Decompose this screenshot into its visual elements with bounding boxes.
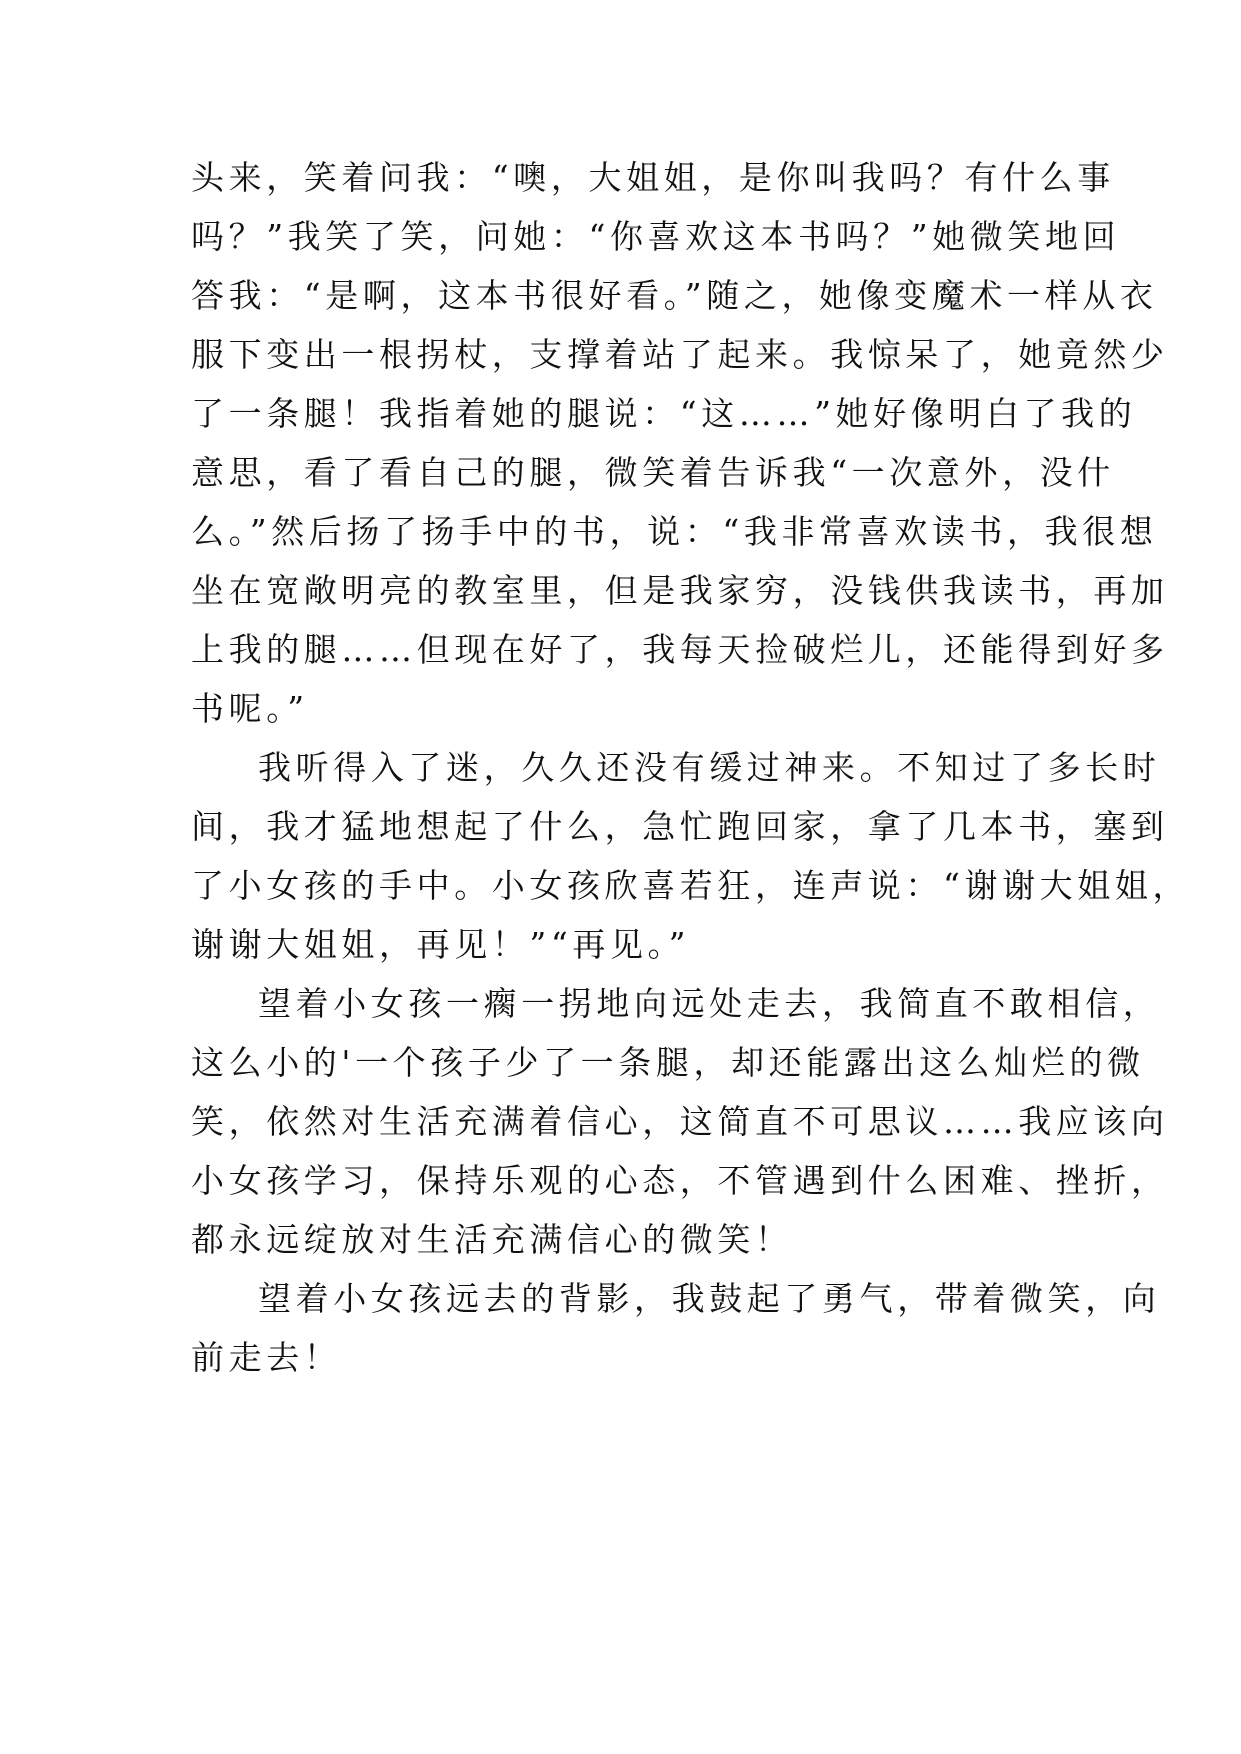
text-line: 么。”然后扬了扬手中的书，说：“我非常喜欢读书，我很想 (191, 512, 1158, 551)
text-line: 坐在宽敞明亮的教室里，但是我家穷，没钱供我读书，再加 (191, 571, 1169, 610)
text-line: 上我的腿……但现在好了，我每天捡破烂儿，还能得到好多 (191, 630, 1169, 669)
text-line: 服下变出一根拐杖，支撑着站了起来。我惊呆了，她竟然少 (191, 335, 1169, 374)
text-line: 答我：“是啊，这本书很好看。”随之，她像变魔术一样从衣 (191, 276, 1158, 315)
text-line: 间，我才猛地想起了什么，急忙跑回家，拿了几本书，塞到 (191, 807, 1169, 846)
text-line: 这么小的'一个孩子少了一条腿，却还能露出这么灿烂的微 (191, 1043, 1145, 1082)
text-line: 小女孩学习，保持乐观的心态，不管遇到什么困难、挫折， (191, 1161, 1169, 1200)
text-line: 我听得入了迷，久久还没有缓过神来。不知过了多长时 (258, 748, 1161, 787)
text-line: 吗？”我笑了笑，问她：“你喜欢这本书吗？”她微笑地回 (191, 217, 1121, 256)
text-line: 书呢。” (191, 689, 309, 728)
text-line: 前走去！ (191, 1338, 342, 1377)
text-line: 谢谢大姐姐，再见！”“再见。” (191, 925, 691, 964)
text-line: 望着小女孩一瘸一拐地向远处走去，我简直不敢相信， (258, 984, 1161, 1023)
text-line: 了一条腿！我指着她的腿说：“这……”她好像明白了我的 (191, 394, 1137, 433)
text-line: 都永远绽放对生活充满信心的微笑！ (191, 1220, 793, 1259)
text-line: 望着小女孩远去的背影，我鼓起了勇气，带着微笑，向 (258, 1279, 1161, 1318)
text-line: 了小女孩的手中。小女孩欣喜若狂，连声说：“谢谢大姐姐， (191, 866, 1191, 905)
text-line: 头来，笑着问我：“噢，大姐姐，是你叫我吗？有什么事 (191, 158, 1115, 197)
text-line: 笑，依然对生活充满着信心，这简直不可思议……我应该向 (191, 1102, 1169, 1141)
text-line: 意思，看了看自己的腿，微笑着告诉我“一次意外，没什 (191, 453, 1115, 492)
